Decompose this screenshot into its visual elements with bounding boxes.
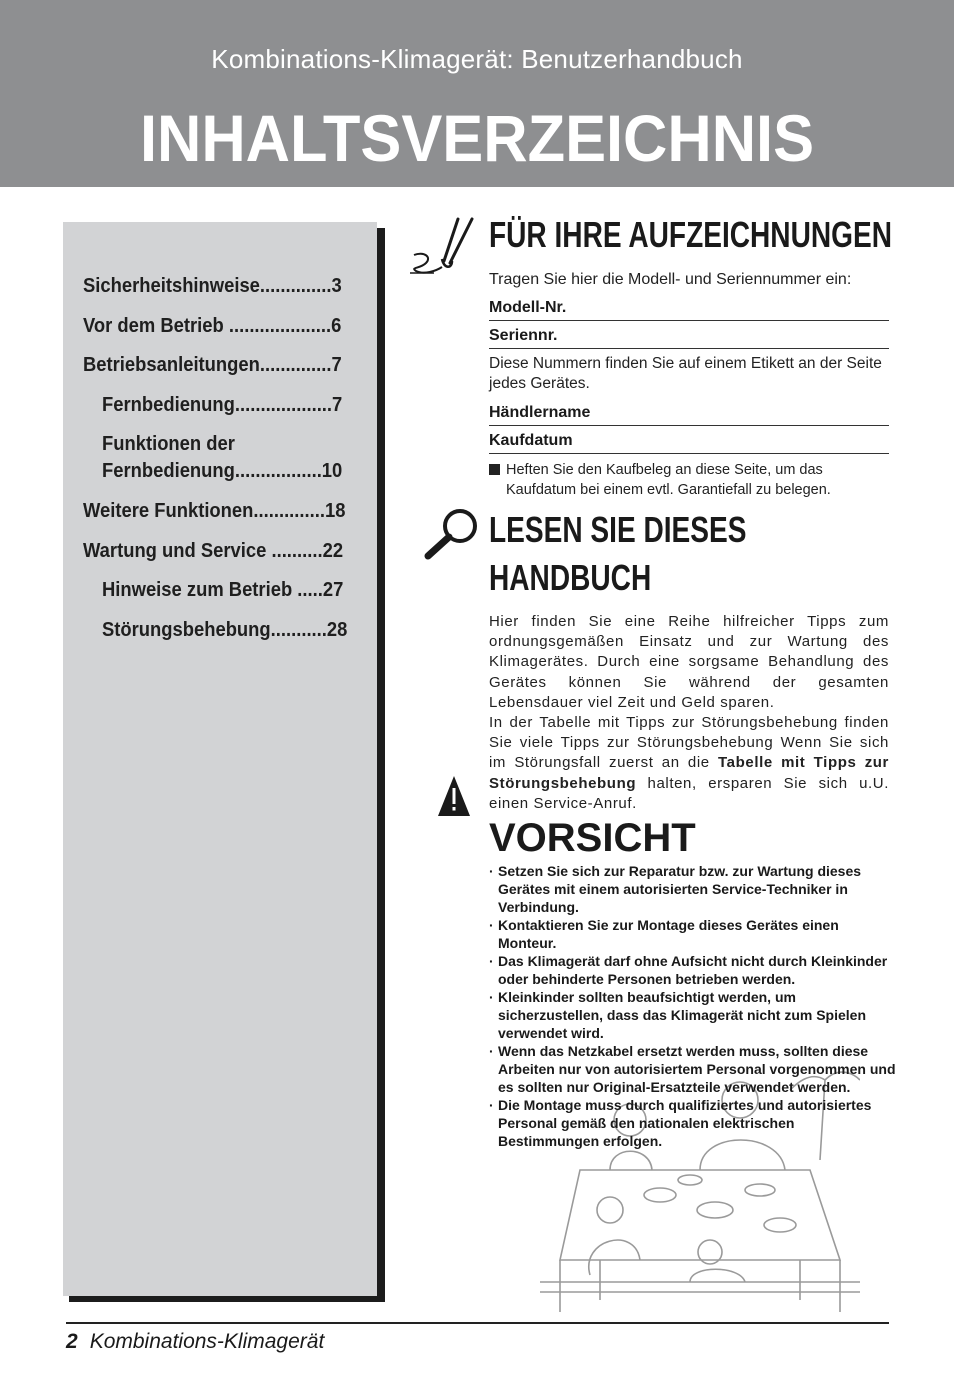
- caution-item: · Das Klimagerät darf ohne Aufsicht nicht durch Kleinkinder oder behinderte Personen betrieben werden.: [489, 952, 899, 988]
- footer-text: Kombinations-Klimagerät: [89, 1330, 325, 1353]
- records-intro: Tragen Sie hier die Modell- und Seriennummer ein:: [489, 271, 852, 288]
- page-title: INHALTSVERZEICHNIS: [139, 101, 815, 175]
- purchase-date-field[interactable]: Kaufdatum: [489, 431, 889, 454]
- toc-item-sicherheitshinweise[interactable]: Sicherheitshinweise..............3: [83, 275, 342, 297]
- page-number: 2: [66, 1330, 78, 1353]
- warning-icon: [436, 774, 472, 818]
- receipt-note: Heften Sie den Kaufbeleg an diese Seite, um das Kaufdatum bei einem evtl. Garantiefall zu belegen.: [489, 460, 889, 500]
- pen-icon: [406, 215, 478, 279]
- caution-item: · Wenn das Netzkabel ersetzt werden muss, sollten diese Arbeiten nur von autorisiertem Personal vorgenommen und es sollten nur Original-Ersatzteile verwendet werden.: [489, 1042, 899, 1096]
- toc-item-funktionen-line1[interactable]: Funktionen der: [102, 433, 235, 455]
- toc-item-stoerungsbehebung[interactable]: Störungsbehebung...........28: [102, 619, 348, 641]
- toc-item-fernbedienung[interactable]: Fernbedienung...................7: [102, 394, 343, 416]
- caution-item: · Die Montage muss durch qualifiziertes und autorisiertes Personal gemäß den nationalen elektrischen Bestimmungen erfolgen.: [489, 1096, 899, 1150]
- toc-panel: [63, 222, 377, 1296]
- toc-item-hinweise-zum-betrieb[interactable]: Hinweise zum Betrieb .....27: [102, 579, 344, 601]
- serial-note: Diese Nummern finden Sie auf einem Etikett an der Seite jedes Gerätes.: [489, 355, 882, 392]
- toc-item-betriebsanleitungen[interactable]: Betriebsanleitungen..............7: [83, 354, 342, 376]
- model-number-field[interactable]: Modell-Nr.: [489, 298, 889, 321]
- caution-item: · Kontaktieren Sie zur Montage dieses Gerätes einen Monteur.: [489, 916, 899, 952]
- caution-title: VORSICHT: [489, 816, 696, 860]
- dealer-name-field[interactable]: Händlername: [489, 403, 889, 426]
- magnifier-icon: [422, 506, 486, 562]
- caution-item: · Setzen Sie sich zur Reparatur bzw. zur Wartung dieses Gerätes mit einem autorisierten Service-Techniker in Verbindung.: [489, 862, 899, 916]
- manual-subtitle: Kombinations-Klimagerät: Benutzerhandbuch: [211, 44, 743, 74]
- read-manual-title: LESEN SIE DIESES HANDBUCH: [489, 509, 747, 598]
- toc-item-vor-dem-betrieb[interactable]: Vor dem Betrieb ....................6: [83, 315, 342, 337]
- caution-item: · Kleinkinder sollten beaufsichtigt werden, um sicherzustellen, dass das Klimagerät nicht zum Spielen verwendet wird.: [489, 988, 899, 1042]
- page-footer: [66, 1330, 324, 1354]
- page-header: [0, 0, 954, 187]
- caution-list: [489, 862, 899, 1150]
- read-manual-paragraph: Hier finden Sie eine Reihe hilfreicher Tipps zum ordnungsgemäßen Einsatz und zur Wartung des Klimagerätes. Durch eine sorgsame Behandlung des Gerätes können Sie während der gesamten Lebensdauer viel Zeit und Geld sparen. In der Tabelle mit Tipps zur Störungsbehebung finden Sie viele Tipps zur Störungsbehebung Wenn Sie sich im Störungsfall zuerst an die Tabelle mit Tipps zur Störungsbehebung halten, ersparen Sie sich u.U. einen Service-Anruf.: [489, 613, 889, 812]
- bullet-square-icon: [489, 464, 500, 475]
- footer-divider: [66, 1322, 889, 1324]
- toc-item-funktionen-line2[interactable]: Fernbedienung.................10: [102, 460, 343, 482]
- serial-number-field[interactable]: Seriennr.: [489, 326, 889, 349]
- toc-item-weitere-funktionen[interactable]: Weitere Funktionen..............18: [83, 500, 346, 522]
- toc-item-wartung-und-service[interactable]: Wartung und Service ..........22: [83, 540, 344, 562]
- records-title: FÜR IHRE AUFZEICHNUNGEN: [489, 214, 892, 255]
